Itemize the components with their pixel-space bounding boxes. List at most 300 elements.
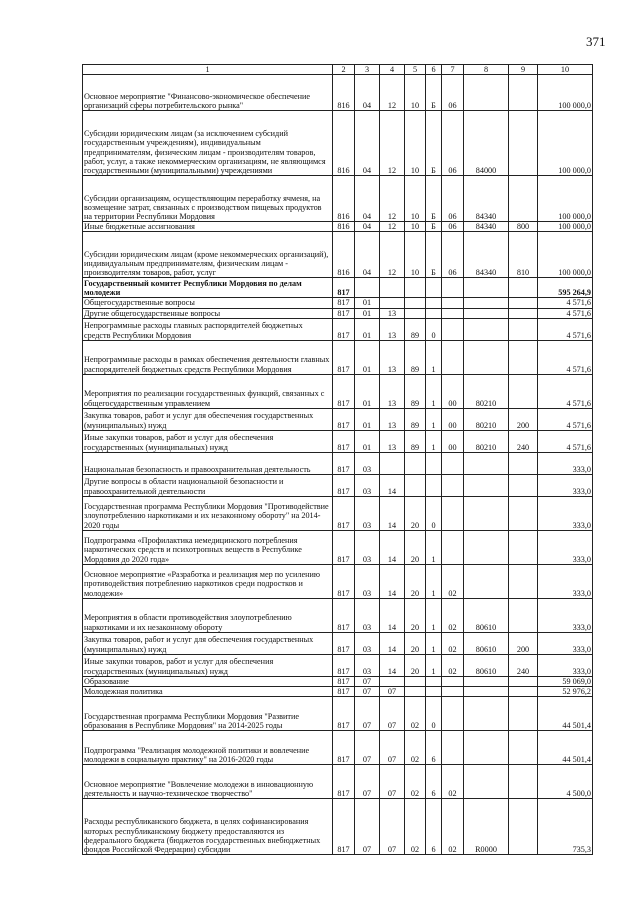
amount-cell: 333,0	[538, 632, 593, 654]
item-name-cell: Государственная программа Республики Мордовия "Развитие образования в Республике Мордовия" на 2014-2025 годы	[83, 697, 333, 731]
event-code-cell: 06	[442, 232, 464, 278]
program-code-cell: 89	[405, 318, 426, 340]
expense-type-code-cell	[509, 598, 538, 632]
table-row	[83, 340, 593, 374]
table-row	[83, 765, 593, 799]
section-code-cell: 01	[355, 408, 380, 430]
program-code-cell: 20	[405, 530, 426, 564]
section-code-cell: 01	[355, 374, 380, 408]
direction-code-cell	[464, 298, 509, 308]
subprogram-code-cell	[426, 687, 442, 697]
subsection-code-cell: 07	[380, 765, 405, 799]
subsection-code-cell: 12	[380, 111, 405, 176]
subsection-code-cell: 13	[380, 340, 405, 374]
subprogram-code-cell: 1	[426, 340, 442, 374]
amount-cell: 4 571,6	[538, 408, 593, 430]
program-code-cell: 89	[405, 430, 426, 452]
direction-code-cell	[464, 496, 509, 530]
subsection-code-cell: 14	[380, 496, 405, 530]
amount-cell: 333,0	[538, 474, 593, 496]
direction-code-cell: 80210	[464, 408, 509, 430]
section-code-cell: 01	[355, 318, 380, 340]
amount-cell: 59 069,0	[538, 676, 593, 686]
program-code-cell: 20	[405, 598, 426, 632]
section-code-cell: 01	[355, 340, 380, 374]
subprogram-code-cell: Б	[426, 111, 442, 176]
direction-code-cell	[464, 697, 509, 731]
direction-code-cell	[464, 452, 509, 474]
subsection-code-cell: 07	[380, 731, 405, 765]
section-code-cell: 01	[355, 430, 380, 452]
section-code-cell: 03	[355, 474, 380, 496]
section-code-cell: 04	[355, 75, 380, 111]
direction-code-cell	[464, 687, 509, 697]
event-code-cell: 06	[442, 176, 464, 222]
program-code-cell: 20	[405, 564, 426, 598]
expense-type-code-cell	[509, 676, 538, 686]
table-row	[83, 278, 593, 298]
amount-cell: 333,0	[538, 564, 593, 598]
event-code-cell: 06	[442, 222, 464, 232]
table-row	[83, 111, 593, 176]
subprogram-code-cell	[426, 452, 442, 474]
table-row	[83, 530, 593, 564]
item-name-cell: Молодежная политика	[83, 687, 333, 697]
amount-cell: 333,0	[538, 496, 593, 530]
subsection-code-cell: 13	[380, 308, 405, 318]
item-name-cell: Образование	[83, 676, 333, 686]
item-name-cell: Иные закупки товаров, работ и услуг для обеспечения государственных (муниципальных) нужд	[83, 430, 333, 452]
table-row	[83, 318, 593, 340]
section-code-cell: 01	[355, 298, 380, 308]
program-code-cell: 20	[405, 496, 426, 530]
section-code-cell: 03	[355, 496, 380, 530]
column-header: 6	[426, 65, 442, 75]
program-code-cell: 89	[405, 408, 426, 430]
event-code-cell	[442, 308, 464, 318]
column-header: 7	[442, 65, 464, 75]
program-code-cell: 10	[405, 111, 426, 176]
subsection-code-cell: 07	[380, 697, 405, 731]
expense-type-code-cell: 800	[509, 222, 538, 232]
item-name-cell: Закупка товаров, работ и услуг для обеспечения государственных (муниципальных) нужд	[83, 632, 333, 654]
ministry-code-cell: 816	[333, 111, 355, 176]
amount-cell: 735,3	[538, 799, 593, 855]
subprogram-code-cell	[426, 278, 442, 298]
table-row	[83, 697, 593, 731]
subsection-code-cell: 13	[380, 374, 405, 408]
section-code-cell: 03	[355, 530, 380, 564]
event-code-cell: 02	[442, 799, 464, 855]
direction-code-cell: 84340	[464, 232, 509, 278]
subsection-code-cell: 14	[380, 564, 405, 598]
direction-code-cell	[464, 75, 509, 111]
subprogram-code-cell	[426, 298, 442, 308]
ministry-code-cell: 817	[333, 530, 355, 564]
table-row	[83, 731, 593, 765]
section-code-cell: 07	[355, 799, 380, 855]
subprogram-code-cell: 6	[426, 799, 442, 855]
amount-cell: 4 571,6	[538, 340, 593, 374]
expense-type-code-cell	[509, 452, 538, 474]
event-code-cell: 00	[442, 430, 464, 452]
expense-type-code-cell	[509, 731, 538, 765]
event-code-cell	[442, 731, 464, 765]
ministry-code-cell: 817	[333, 598, 355, 632]
amount-cell: 4 571,6	[538, 308, 593, 318]
ministry-code-cell: 817	[333, 474, 355, 496]
event-code-cell	[442, 318, 464, 340]
event-code-cell	[442, 452, 464, 474]
ministry-code-cell: 817	[333, 340, 355, 374]
expense-type-code-cell: 200	[509, 632, 538, 654]
event-code-cell: 06	[442, 75, 464, 111]
program-code-cell: 02	[405, 731, 426, 765]
expense-type-code-cell	[509, 765, 538, 799]
program-code-cell: 02	[405, 765, 426, 799]
amount-cell: 333,0	[538, 598, 593, 632]
direction-code-cell	[464, 676, 509, 686]
subprogram-code-cell	[426, 676, 442, 686]
expense-type-code-cell	[509, 75, 538, 111]
ministry-code-cell: 816	[333, 75, 355, 111]
ministry-code-cell: 817	[333, 408, 355, 430]
expense-type-code-cell	[509, 176, 538, 222]
ministry-code-cell: 816	[333, 176, 355, 222]
ministry-code-cell: 816	[333, 232, 355, 278]
item-name-cell: Другие общегосударственные вопросы	[83, 308, 333, 318]
event-code-cell: 02	[442, 564, 464, 598]
subsection-code-cell: 14	[380, 654, 405, 676]
event-code-cell	[442, 278, 464, 298]
event-code-cell	[442, 496, 464, 530]
subprogram-code-cell: 0	[426, 496, 442, 530]
subsection-code-cell: 12	[380, 176, 405, 222]
event-code-cell: 02	[442, 632, 464, 654]
direction-code-cell: 80610	[464, 598, 509, 632]
event-code-cell	[442, 676, 464, 686]
item-name-cell: Другие вопросы в области национальной безопасности и правоохранительной деятельности	[83, 474, 333, 496]
table-header-row	[83, 65, 593, 75]
expense-type-code-cell	[509, 111, 538, 176]
direction-code-cell: 84340	[464, 222, 509, 232]
subprogram-code-cell: 1	[426, 654, 442, 676]
column-header: 10	[538, 65, 593, 75]
section-code-cell: 01	[355, 308, 380, 318]
subsection-code-cell: 12	[380, 222, 405, 232]
section-code-cell: 03	[355, 632, 380, 654]
expense-type-code-cell	[509, 340, 538, 374]
expense-type-code-cell	[509, 530, 538, 564]
amount-cell: 100 000,0	[538, 176, 593, 222]
program-code-cell	[405, 278, 426, 298]
item-name-cell: Непрограммные расходы в рамках обеспечения деятельности главных распорядителей бюджетных средств Республики Мордовия	[83, 340, 333, 374]
item-name-cell: Субсидии организациям, осуществляющим переработку ячменя, на возмещение затрат, связанных с производством пищевых продуктов на территории Республики Мордовия	[83, 176, 333, 222]
direction-code-cell: R0000	[464, 799, 509, 855]
expense-type-code-cell	[509, 318, 538, 340]
event-code-cell	[442, 474, 464, 496]
ministry-code-cell: 817	[333, 731, 355, 765]
expense-type-code-cell	[509, 374, 538, 408]
table-row	[83, 75, 593, 111]
ministry-code-cell: 817	[333, 632, 355, 654]
item-name-cell: Мероприятия по реализации государственных функций, связанных с общегосударственным управлением	[83, 374, 333, 408]
section-code-cell: 04	[355, 232, 380, 278]
table-row	[83, 676, 593, 686]
item-name-cell: Расходы республиканского бюджета, в целях софинансирования которых республиканскому бюджету предоставляются из федерального бюджета (бюджетов государственных внебюджетных фондов Российской Федерации) субсидии	[83, 799, 333, 855]
item-name-cell: Основное мероприятие "Финансово-экономическое обеспечение организаций сферы потребительского рынка"	[83, 75, 333, 111]
subprogram-code-cell: 1	[426, 430, 442, 452]
item-name-cell: Подпрограмма "Реализация молодежной политики и вовлечение молодежи в социальную практику" на 2016-2020 годы	[83, 731, 333, 765]
table-row	[83, 564, 593, 598]
program-code-cell	[405, 687, 426, 697]
expense-type-code-cell	[509, 799, 538, 855]
subsection-code-cell: 12	[380, 232, 405, 278]
expense-type-code-cell	[509, 564, 538, 598]
table-row	[83, 308, 593, 318]
amount-cell: 44 501,4	[538, 697, 593, 731]
table-body	[83, 75, 593, 855]
expense-type-code-cell: 810	[509, 232, 538, 278]
event-code-cell	[442, 697, 464, 731]
item-name-cell: Субсидии юридическим лицам (кроме некоммерческих организаций), индивидуальным предпринимателям, физическим лицам - производителям товаров, работ, услуг	[83, 232, 333, 278]
ministry-code-cell: 817	[333, 298, 355, 308]
direction-code-cell: 80610	[464, 632, 509, 654]
column-header: 8	[464, 65, 509, 75]
column-header: 1	[83, 65, 333, 75]
subprogram-code-cell	[426, 308, 442, 318]
subsection-code-cell: 14	[380, 530, 405, 564]
section-code-cell: 07	[355, 687, 380, 697]
expense-type-code-cell	[509, 474, 538, 496]
amount-cell: 100 000,0	[538, 111, 593, 176]
subsection-code-cell	[380, 452, 405, 474]
table-row	[83, 430, 593, 452]
ministry-code-cell: 817	[333, 496, 355, 530]
direction-code-cell: 80210	[464, 430, 509, 452]
amount-cell: 4 500,0	[538, 765, 593, 799]
amount-cell: 333,0	[538, 452, 593, 474]
table-row	[83, 687, 593, 697]
amount-cell: 100 000,0	[538, 222, 593, 232]
ministry-code-cell: 817	[333, 374, 355, 408]
ministry-code-cell: 817	[333, 318, 355, 340]
expense-type-code-cell	[509, 308, 538, 318]
section-code-cell: 07	[355, 731, 380, 765]
expense-type-code-cell	[509, 697, 538, 731]
table-row	[83, 452, 593, 474]
ministry-code-cell: 817	[333, 308, 355, 318]
item-name-cell: Государственный комитет Республики Мордовия по делам молодежи	[83, 278, 333, 298]
amount-cell: 100 000,0	[538, 75, 593, 111]
program-code-cell	[405, 452, 426, 474]
direction-code-cell	[464, 731, 509, 765]
budget-table	[82, 64, 593, 855]
direction-code-cell: 80610	[464, 654, 509, 676]
subprogram-code-cell: 1	[426, 530, 442, 564]
direction-code-cell	[464, 308, 509, 318]
ministry-code-cell: 817	[333, 564, 355, 598]
program-code-cell: 10	[405, 232, 426, 278]
event-code-cell: 02	[442, 654, 464, 676]
section-code-cell	[355, 278, 380, 298]
subsection-code-cell: 13	[380, 408, 405, 430]
direction-code-cell	[464, 340, 509, 374]
direction-code-cell: 84340	[464, 176, 509, 222]
amount-cell: 52 976,2	[538, 687, 593, 697]
item-name-cell: Подпрограмма «Профилактика немедицинского потребления наркотических средств и психотропных веществ в Республике Мордовия до 2020 года»	[83, 530, 333, 564]
amount-cell: 4 571,6	[538, 318, 593, 340]
ministry-code-cell: 817	[333, 697, 355, 731]
subprogram-code-cell: Б	[426, 176, 442, 222]
item-name-cell: Субсидии юридическим лицам (за исключением субсидий государственным учреждениям), индивидуальным предпринимателям, физическим лицам - производителям товаров, работ, услуг, а также некоммерческим организациям, не являющимся государственными (муниципальными) учреждениями	[83, 111, 333, 176]
subprogram-code-cell: 1	[426, 598, 442, 632]
section-code-cell: 07	[355, 697, 380, 731]
column-header: 4	[380, 65, 405, 75]
program-code-cell: 20	[405, 632, 426, 654]
subsection-code-cell: 13	[380, 430, 405, 452]
table-row	[83, 298, 593, 308]
section-code-cell: 07	[355, 765, 380, 799]
subprogram-code-cell: Б	[426, 75, 442, 111]
subsection-code-cell: 13	[380, 318, 405, 340]
table-row	[83, 232, 593, 278]
section-code-cell: 04	[355, 222, 380, 232]
subprogram-code-cell: 1	[426, 632, 442, 654]
subprogram-code-cell: Б	[426, 222, 442, 232]
program-code-cell: 20	[405, 654, 426, 676]
expense-type-code-cell	[509, 278, 538, 298]
subprogram-code-cell: 1	[426, 564, 442, 598]
ministry-code-cell: 817	[333, 452, 355, 474]
item-name-cell: Основное мероприятие "Вовлечение молодежи в инновационную деятельность и научно-техническое творчество"	[83, 765, 333, 799]
event-code-cell: 02	[442, 598, 464, 632]
program-code-cell: 89	[405, 374, 426, 408]
expense-type-code-cell	[509, 298, 538, 308]
column-header: 3	[355, 65, 380, 75]
amount-cell: 4 571,6	[538, 374, 593, 408]
column-header: 5	[405, 65, 426, 75]
direction-code-cell	[464, 474, 509, 496]
section-code-cell: 04	[355, 111, 380, 176]
subsection-code-cell	[380, 676, 405, 686]
subprogram-code-cell: 0	[426, 697, 442, 731]
table-row	[83, 408, 593, 430]
program-code-cell: 89	[405, 340, 426, 374]
subsection-code-cell: 12	[380, 75, 405, 111]
table-row	[83, 496, 593, 530]
expense-type-code-cell: 240	[509, 430, 538, 452]
event-code-cell	[442, 340, 464, 374]
ministry-code-cell: 817	[333, 799, 355, 855]
table-row	[83, 176, 593, 222]
amount-cell: 4 571,6	[538, 430, 593, 452]
expense-type-code-cell: 200	[509, 408, 538, 430]
amount-cell: 595 264,9	[538, 278, 593, 298]
section-code-cell: 03	[355, 564, 380, 598]
item-name-cell: Закупка товаров, работ и услуг для обеспечения государственных (муниципальных) нужд	[83, 408, 333, 430]
program-code-cell: 02	[405, 799, 426, 855]
expense-type-code-cell	[509, 496, 538, 530]
program-code-cell: 10	[405, 176, 426, 222]
subsection-code-cell: 14	[380, 598, 405, 632]
item-name-cell: Общегосударственные вопросы	[83, 298, 333, 308]
amount-cell: 44 501,4	[538, 731, 593, 765]
table-row	[83, 799, 593, 855]
subsection-code-cell: 14	[380, 474, 405, 496]
item-name-cell: Иные бюджетные ассигнования	[83, 222, 333, 232]
direction-code-cell	[464, 530, 509, 564]
subsection-code-cell: 07	[380, 799, 405, 855]
event-code-cell	[442, 298, 464, 308]
program-code-cell: 10	[405, 75, 426, 111]
program-code-cell	[405, 474, 426, 496]
subprogram-code-cell	[426, 474, 442, 496]
program-code-cell: 10	[405, 222, 426, 232]
event-code-cell: 00	[442, 374, 464, 408]
amount-cell: 100 000,0	[538, 232, 593, 278]
ministry-code-cell: 817	[333, 430, 355, 452]
table-row	[83, 598, 593, 632]
section-code-cell: 04	[355, 176, 380, 222]
table-row	[83, 222, 593, 232]
table-row	[83, 654, 593, 676]
column-header: 2	[333, 65, 355, 75]
program-code-cell	[405, 308, 426, 318]
column-header: 9	[509, 65, 538, 75]
page-number: 371	[586, 34, 606, 49]
ministry-code-cell: 817	[333, 676, 355, 686]
event-code-cell	[442, 530, 464, 564]
ministry-code-cell: 817	[333, 765, 355, 799]
item-name-cell: Основное мероприятие «Разработка и реализация мер по усилению противодействия потреблению наркотиков среди подростков и молодежи»	[83, 564, 333, 598]
ministry-code-cell: 816	[333, 222, 355, 232]
ministry-code-cell: 817	[333, 278, 355, 298]
subprogram-code-cell: 1	[426, 374, 442, 408]
table-row	[83, 632, 593, 654]
item-name-cell: Мероприятия в области противодействия злоупотреблению наркотиками и их незаконному обороту	[83, 598, 333, 632]
direction-code-cell: 84000	[464, 111, 509, 176]
subprogram-code-cell: Б	[426, 232, 442, 278]
subprogram-code-cell: 0	[426, 318, 442, 340]
ministry-code-cell: 817	[333, 654, 355, 676]
direction-code-cell	[464, 564, 509, 598]
expense-type-code-cell: 240	[509, 654, 538, 676]
section-code-cell: 07	[355, 676, 380, 686]
program-code-cell	[405, 676, 426, 686]
table-row	[83, 474, 593, 496]
direction-code-cell: 80210	[464, 374, 509, 408]
program-code-cell	[405, 298, 426, 308]
section-code-cell: 03	[355, 598, 380, 632]
event-code-cell: 00	[442, 408, 464, 430]
subprogram-code-cell: 6	[426, 765, 442, 799]
amount-cell: 333,0	[538, 654, 593, 676]
program-code-cell: 02	[405, 697, 426, 731]
item-name-cell: Непрограммные расходы главных распорядителей бюджетных средств Республики Мордовия	[83, 318, 333, 340]
ministry-code-cell: 817	[333, 687, 355, 697]
section-code-cell: 03	[355, 452, 380, 474]
subsection-code-cell: 14	[380, 632, 405, 654]
table-row	[83, 374, 593, 408]
direction-code-cell	[464, 278, 509, 298]
subsection-code-cell: 07	[380, 687, 405, 697]
subprogram-code-cell: 1	[426, 408, 442, 430]
section-code-cell: 03	[355, 654, 380, 676]
event-code-cell: 06	[442, 111, 464, 176]
item-name-cell: Национальная безопасность и правоохранительная деятельность	[83, 452, 333, 474]
direction-code-cell	[464, 765, 509, 799]
